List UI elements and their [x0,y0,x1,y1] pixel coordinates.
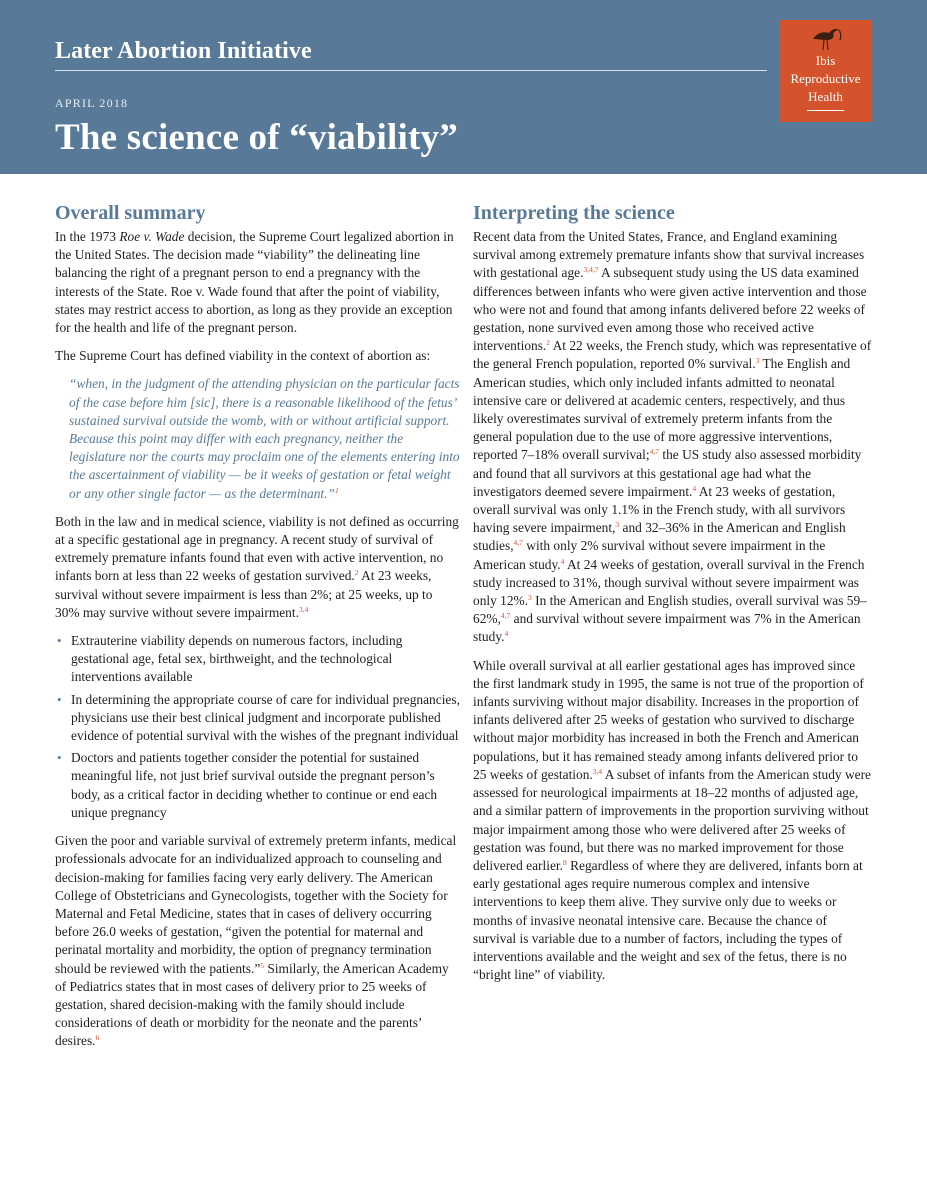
interpreting-paragraph-1: Recent data from the United States, France, and England examining survival among extremely premature infants show that survival increases with gestational age.$^{3,4,7}$ A subsequent study using the US data examined differences between infants who were given active intervention and those who were not and found that among infants delivered before 22 weeks of gestation, none survived even among those who received active interventions.$^2$ At 22 weeks, the French study, which was representative of the general French population, reported 0% survival.$^3$ The English and American studies, which only included infants admitted to neonatal intensive care or delivered at academic centers, respectively, and thus likely overestimates survival of extremely preterm infants from the general population due to the use of more aggressive interventions, reported 7–18% overall survival;$^{4,7}$ the US study also assessed morbidity and found that all survivors at this gestational age had what the investigators deemed severe impairment.$^4$ At 23 weeks of gestation, overall survival was only 1.1% in the French study, with all survivors having severe impairment,$^3$ and 32–36% in the American and English studies,$^{4,7}$ with only 2% survival without severe impairment in the American study.$^4$ At 24 weeks of gestation, overall survival in the French study increased to 31%, though survival without severe impairment was only 12%.$^3$ In the American and English studies, overall survival was 59–62%,$^{4,7}$ and survival without severe impairment was 7% in the American study.$^4$ [473,229,872,645]
citation-ref: 4 [560,556,565,566]
logo-line-2: Reproductive [790,71,861,86]
citation-ref: 3,4 [298,604,309,614]
summary-paragraph-4: Given the poor and variable survival of extremely preterm infants, medical professionals advocate for an individualized approach to counseling and decision-making for families facing very early delivery. The American College of Obstetricians and Gynecologists, together with the Society for Maternal and Fetal Medicine, states that in cases of delivery occurring before 26.0 weeks of gestation, “given the potential for maternal and perinatal mortality and morbidity, the option of pregnancy termination should be reviewed with the patients.”$^5$ Similarly, the American Academy of Pediatrics states that in most cases of delivery prior to 25 weeks of gestation, shared decision-making with the family should include considerations of death or morbidity for the neonate and the parents’ desires.$^6$ [55,833,457,1049]
ibis-bird-icon [810,25,842,51]
citation-ref: 3 [755,356,760,366]
citation-ref: 3,4,7 [583,265,599,275]
page-header [0,0,927,174]
summary-paragraph-1: In the 1973 Roe v. Wade decision, the Supreme Court legalized abortion in the United States. The decision made “viability” the delineating line balancing the right of a pregnant person to end a pregnancy with the interests of the State. Roe v. Wade found that after the point of viability, states may restrict access to abortion, as long as they provide an exception for the health and life of the pregnant person. [55,229,454,336]
list-item: • Doctors and patients together consider the potential for sustained meaningful life, not just brief survival outside the pregnant person’s body, as a critical factor in deciding whether to continue or end each unique pregnancy [57,750,438,820]
header-divider [55,70,767,71]
supreme-court-quote: “when, in the judgment of the attending physician on the particular facts of the case before him [sic], there is a reasonable likelihood of the fetus’ sustained survival outside the womb, with or without artificial support. Because this point may differ with each pregnancy, neither the legislature nor the courts may proclaim one of the elements entering into the ascertainment of viability — be it weeks of gestation or fetal weight or any other single factor — as the determinant.”$^1$ [69,376,460,501]
ibis-logo [779,20,872,122]
logo-line-1: Ibis [815,53,836,68]
citation-ref: 4,7 [513,538,523,548]
logo-wordmark [779,52,872,106]
summary-paragraph-2: The Supreme Court has defined viability in the context of abortion as: [55,348,431,364]
citation-ref: 4,7 [500,611,511,621]
citation-ref: 8 [562,857,567,867]
citation-ref: 4 [504,629,509,639]
citation-ref: 3 [528,593,532,603]
section-heading-interpreting: Interpreting the science [473,202,675,224]
key-points-list [55,632,460,822]
case-name: Roe v. Wade [119,229,185,244]
citation-ref: 1 [334,485,339,495]
citation-ref: 3 [615,520,620,530]
publication-date: APRIL 2018 [55,96,129,110]
citation-ref: 3,4 [592,766,603,776]
interpreting-science-section [473,199,873,994]
citation-ref: 4,7 [649,447,660,457]
summary-paragraph-3: Both in the law and in medical science, viability is not defined as occurring at a specific gestational age in pregnancy. A recent study of survival of extremely premature infants found that even with active intervention, no infants born at less than 22 weeks of gestation survived.$^2$ At 23 weeks, survival without severe impairment is less than 2%; at 25 weeks, up to 30% may survive without severe impairment.$^{3,4}$ [55,513,459,620]
interpreting-paragraph-2: While overall survival at all earlier gestational ages has improved since the first landmark study in 1995, the same is not true of the proportion of infants surviving without major disability. Increases in the proportion of infants delivered after 25 weeks of gestation who survived to discharge without major morbidity has increased in both the French and American populations, but it has remained steady among infants delivered prior to 25 weeks of gestation.$^{3,4}$ A subset of infants from the American study were assessed for neurological impairments at 18–22 months of adjusted age, and a similar pattern of improvements in the proportion surviving without major impairment among those who were delivered after 25 weeks of gestation was found, but there was no marked improvement for those delivered earlier.$^8$ Regardless of where they are delivered, infants born at early gestational ages require numerous complex and intensive interventions to keep them alive. They survive only due to weeks or months of invasive neonatal intensive care. Because the chance of survival is variable due to a number of factors, including the types of interventions available and the weight and sex of the fetus, there is no “bright line” of viability. [473,657,871,983]
bullet-icon: • [57,633,62,649]
bullet-icon: • [57,691,62,707]
citation-ref: 5 [260,960,265,970]
initiative-title: Later Abortion Initiative [55,38,312,64]
list-item: • In determining the appropriate course of care for individual pregnancies, physicians use their best clinical judgment and incorporate published evidence of potential survival with the wishes of the pregnant individual [57,691,460,744]
citation-ref: 6 [95,1033,100,1043]
list-item: • Extrauterine viability depends on numerous factors, including gestational age, fetal sex, birthweight, and the technological interventions available [57,633,403,685]
logo-line-3: Health [808,89,843,104]
bullet-icon: • [57,750,62,766]
overall-summary-section [55,199,460,1061]
page-title: The science of “viability” [55,117,458,158]
citation-ref: 2 [354,568,359,578]
citation-ref: 4 [692,483,697,493]
logo-divider [807,110,844,111]
section-heading-summary: Overall summary [55,202,206,224]
citation-ref: 2 [546,338,551,348]
